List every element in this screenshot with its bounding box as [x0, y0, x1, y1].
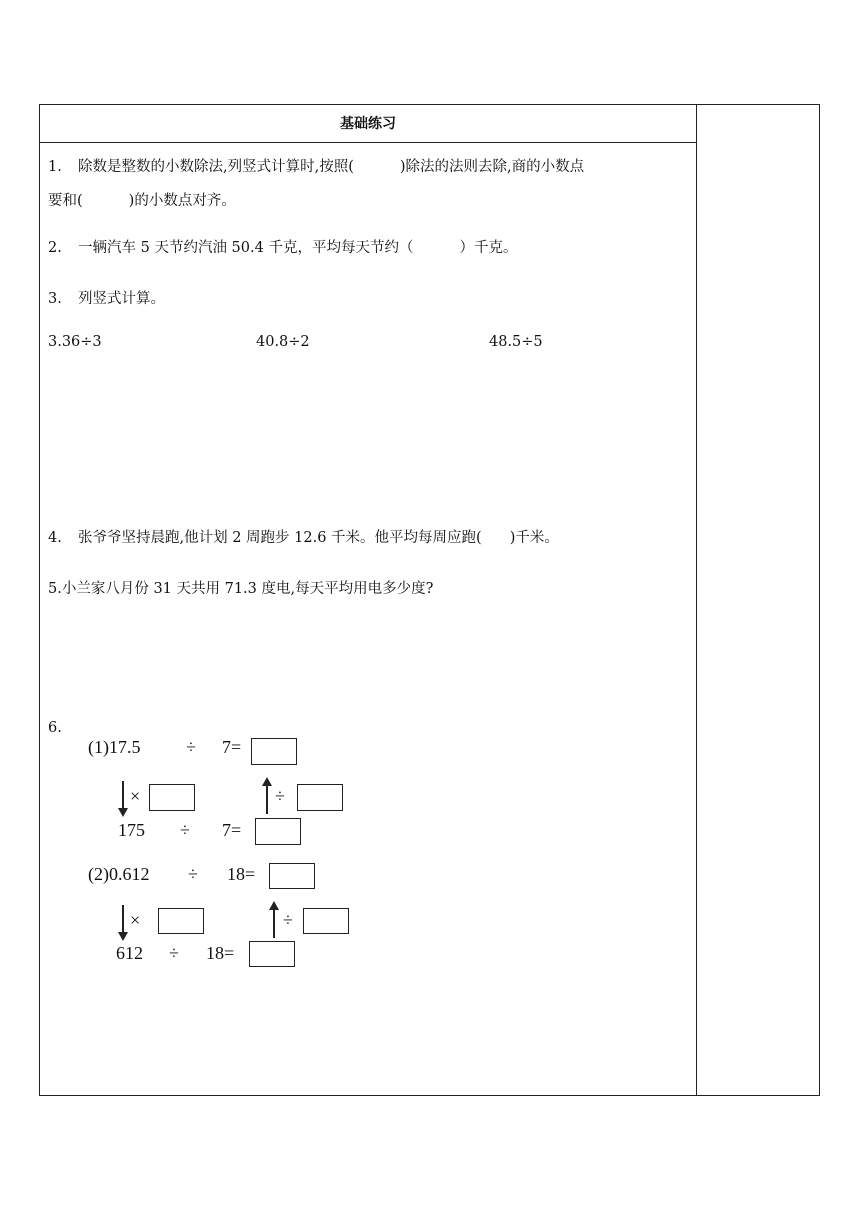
p2-second-dividend: 612 [116, 943, 143, 963]
question-2 [48, 236, 517, 257]
p2-second-answer-box[interactable] [249, 941, 295, 967]
question-1-text-c: 要和( [48, 193, 83, 209]
p1-down-arrow-shaft [122, 781, 124, 811]
p1-second-divide-sign: ÷ [180, 820, 190, 840]
question-4-text-a: 张爷爷坚持晨跑,他计划 2 周跑步 12.6 千米。他平均每周应跑( [78, 530, 482, 546]
p2-down-arrow-icon [118, 932, 128, 941]
p1-dividend: (1)17.5 [88, 737, 141, 757]
p2-times-sign: × [130, 910, 141, 930]
p2-divide-sign: ÷ [188, 864, 198, 884]
p2-second-divide-sign: ÷ [169, 943, 179, 963]
p1-answer-box[interactable] [251, 738, 297, 765]
question-3 [48, 287, 165, 308]
question-4-text-b: )千米。 [509, 530, 559, 546]
question-2-text-b: ）千克。 [459, 240, 518, 256]
p1-down-arrow-icon [118, 808, 128, 817]
question-1-text-a: 除数是整数的小数除法,列竖式计算时,按照( [78, 159, 354, 175]
p1-second-answer-box[interactable] [255, 818, 301, 845]
p2-divide-box[interactable] [303, 908, 349, 934]
question-6-number: 6. [48, 720, 62, 736]
p1-times-sign: × [130, 786, 141, 806]
p2-times-box[interactable] [158, 908, 204, 934]
question-1-text-b: )除法的法则去除,商的小数点 [399, 159, 585, 175]
p2-answer-box[interactable] [269, 863, 315, 889]
question-1-text-d: )的小数点对齐。 [128, 193, 236, 209]
main-column [40, 105, 697, 1095]
question-3-number: 3. [48, 291, 62, 307]
question-1-line-2 [48, 189, 236, 210]
p1-side-divide-sign: ÷ [275, 786, 285, 806]
p1-divide-sign: ÷ [186, 737, 196, 757]
notes-column [697, 105, 819, 1095]
question-4-number: 4. [48, 530, 62, 546]
question-1-number: 1. [48, 159, 62, 175]
p1-times-box[interactable] [149, 784, 195, 811]
p1-up-arrow-shaft [266, 784, 268, 814]
p2-down-arrow-shaft [122, 905, 124, 935]
p2-dividend: (2)0.612 [88, 864, 150, 884]
question-1-line-1 [48, 155, 584, 176]
worksheet-table [39, 104, 820, 1096]
p2-up-arrow-shaft [273, 908, 275, 938]
question-3-expr-1: 3.36÷3 [48, 334, 102, 350]
question-3-text: 列竖式计算。 [78, 291, 165, 307]
p1-divisor: 7= [222, 737, 242, 757]
p2-divisor: 18= [227, 864, 256, 884]
section-title: 基础练习 [40, 105, 696, 143]
p2-second-divisor: 18= [206, 943, 235, 963]
p1-second-dividend: 175 [118, 820, 145, 840]
p2-side-divide-sign: ÷ [283, 910, 293, 930]
question-3-expr-2: 40.8÷2 [256, 334, 310, 350]
question-3-expr-3: 48.5÷5 [489, 334, 543, 350]
question-5: 5.小兰家八月份 31 天共用 71.3 度电,每天平均用电多少度? [48, 581, 434, 597]
p1-divide-box[interactable] [297, 784, 343, 811]
question-2-text-a: 一辆汽车 5 天节约汽油 50.4 千克，平均每天节约（ [78, 240, 414, 256]
question-4 [48, 526, 559, 547]
p1-second-divisor: 7= [222, 820, 242, 840]
question-2-number: 2. [48, 240, 62, 256]
